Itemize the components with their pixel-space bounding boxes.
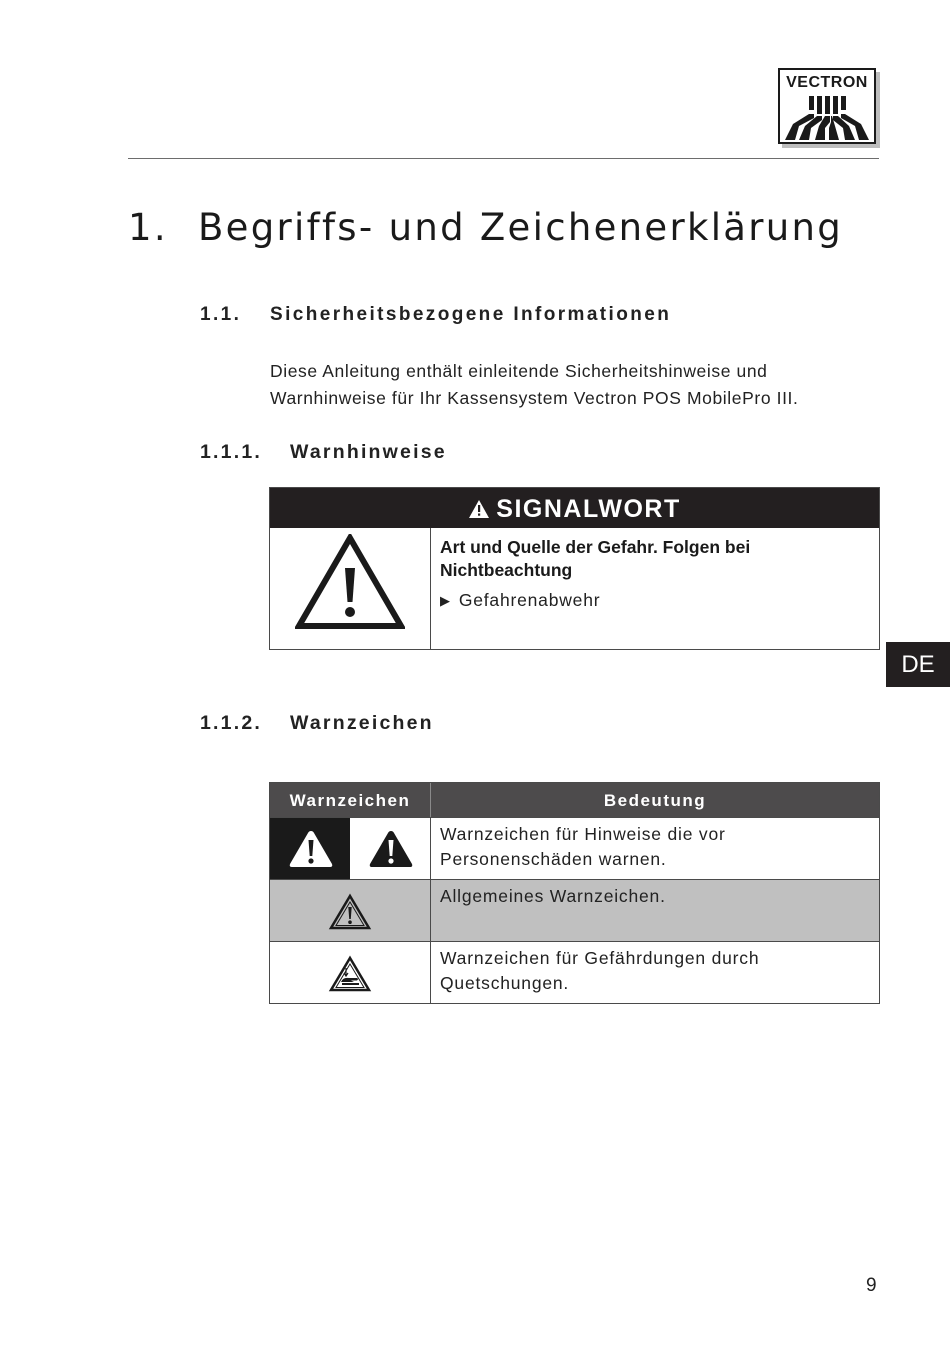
symbol-white-half	[350, 818, 430, 879]
header-rule	[128, 158, 879, 159]
general-warning-icon	[328, 893, 372, 931]
subsection-title: Warnhinweise	[290, 441, 447, 463]
subsection-number: 1.1.1.	[200, 441, 262, 463]
signal-word: SIGNALWORT	[496, 495, 681, 523]
table-row	[270, 817, 879, 879]
header-meaning: Bedeutung	[603, 791, 707, 810]
section-number: 1.1.	[200, 304, 242, 325]
signal-word-box	[269, 487, 880, 650]
subsection-heading-warnhinweise	[200, 441, 447, 464]
hazard-avoidance-item	[440, 590, 860, 611]
bullet-arrow-icon: ▶	[440, 593, 451, 608]
symbol-cell	[270, 818, 431, 879]
signal-text	[440, 536, 860, 611]
intro-line-2: Warnhinweise für Ihr Kassensystem Vectron POS MobilePro III.	[270, 388, 799, 408]
warning-triangle-white-icon	[288, 829, 334, 869]
subsection-number: 1.1.2.	[200, 712, 262, 734]
subsection-title: Warnzeichen	[290, 712, 434, 734]
symbol-black-half	[270, 818, 350, 879]
header-symbol: Warnzeichen	[270, 783, 431, 817]
warning-triangle-black-icon	[368, 829, 414, 869]
subsection-heading-warnzeichen	[200, 712, 434, 735]
page-title	[128, 206, 843, 249]
logo-mark-icon	[785, 96, 869, 140]
meaning-cell: Allgemeines Warnzeichen.	[440, 886, 666, 906]
large-warning-triangle-icon	[295, 534, 405, 630]
signal-icon-cell	[270, 528, 431, 649]
small-warning-icon	[468, 499, 490, 519]
section-title: Sicherheitsbezogene Informationen	[270, 304, 672, 325]
page-title-text: Begriffs- und Zeichenerklärung	[198, 206, 844, 249]
crushing-hazard-icon	[328, 955, 372, 993]
meaning-cell: Warnzeichen für Hinweise die vor Personenschäden warnen.	[440, 824, 726, 869]
logo-text: VECTRON	[786, 74, 868, 91]
page-number: 9	[866, 1275, 877, 1296]
table-header	[270, 783, 879, 817]
signal-word-header	[270, 488, 879, 528]
table-row	[270, 941, 879, 1003]
section-heading	[200, 304, 671, 326]
symbol-cell	[270, 942, 431, 1003]
meaning-cell: Warnzeichen für Gefährdungen durch Quetschungen.	[440, 948, 760, 993]
vectron-logo	[778, 68, 876, 144]
symbol-cell	[270, 880, 431, 941]
warning-signs-table	[269, 782, 880, 1004]
language-tab-de: DE	[886, 642, 950, 687]
hazard-avoidance-text: Gefahrenabwehr	[458, 590, 601, 610]
hazard-description: Art und Quelle der Gefahr. Folgen bei Nichtbeachtung	[440, 537, 751, 580]
intro-paragraph	[270, 358, 890, 412]
intro-line-1: Diese Anleitung enthält einleitende Sicherheitshinweise und	[270, 361, 768, 381]
table-row	[270, 879, 879, 941]
page-title-number: 1.	[128, 206, 168, 249]
